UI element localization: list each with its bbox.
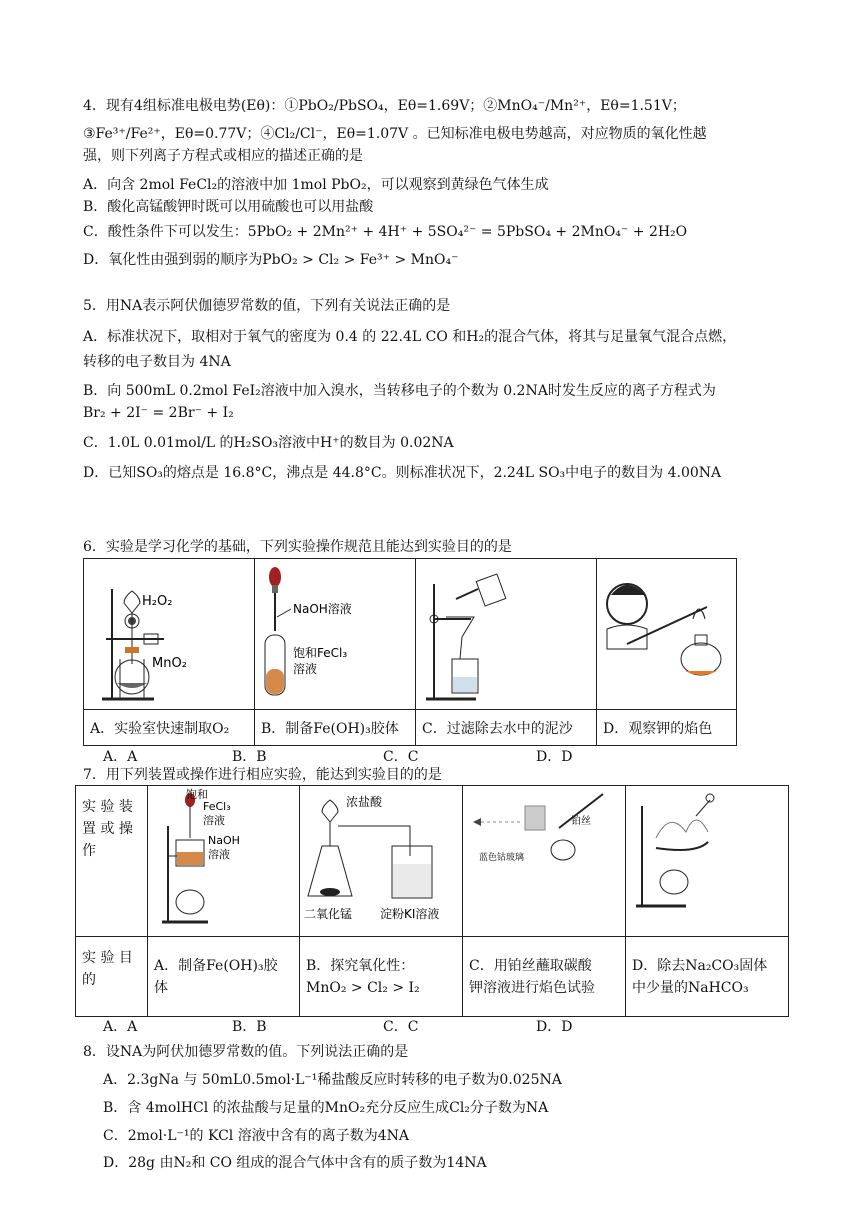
q7-figure-d [626, 786, 789, 937]
q5-option-d: D．已知SO₃的熔点是 16.8°C，沸点是 44.8°C。则标准状况下，2.24L SO₃中电子的数目为 4.00NA [83, 465, 722, 481]
q7a-label-naoh: NaOH [208, 834, 240, 847]
q8-option-d: D．28g 由N₂和 CO 组成的混合气体中含有的质子数为14NA [103, 1155, 487, 1171]
q7-caption-d-line2: 中少量的NaHCO₃ [632, 979, 749, 996]
q7b-label-mno2: 二氧化锰 [304, 907, 353, 921]
q7-answer-d: D．D [536, 1019, 573, 1035]
q7-caption-d [626, 937, 789, 1017]
q7-row1-header-line2: 置 或 操 [82, 821, 133, 837]
q6-figure-d [597, 559, 737, 710]
q7-caption-b [300, 937, 463, 1017]
q5-stem: 5．用NA表示阿伏伽德罗常数的值，下列有关说法正确的是 [83, 298, 451, 314]
flame-test-figure [597, 559, 736, 705]
q4-stem-line1: 4．现有4组标准电极电势(Eθ)：①PbO₂/PbSO₄，Eθ=1.69V；②MnO₄⁻/Mn²⁺，Eθ=1.51V； [83, 98, 686, 114]
q7-caption-a-line1: A．制备Fe(OH)₃胶 [154, 957, 278, 974]
q8-option-c: C．2mol·L⁻¹的 KCl 溶液中含有的离子数为4NA [103, 1128, 409, 1144]
q7-row1-header-line3: 作 [82, 843, 96, 859]
q4-stem-line2: ③Fe³⁺/Fe²⁺，Eθ=0.77V；④Cl₂/Cl⁻，Eθ=1.07V 。已知标准电极电势越高，对应物质的氧化性越 [83, 126, 707, 142]
q6-stem: 6．实验是学习化学的基础，下列实验操作规范且能达到实验目的的是 [83, 539, 512, 555]
q6-caption-c: C．过滤除去水中的泥沙 [416, 710, 597, 746]
q6-figure-a [84, 559, 255, 710]
q6-answer-b: B．B [232, 749, 267, 765]
q7-caption-b-line2: MnO₂ > Cl₂ > I₂ [306, 979, 420, 996]
q7-caption-c-line2: 钾溶液进行焰色试验 [469, 979, 595, 996]
q6-figure-c [416, 559, 597, 710]
q8-option-b: B．含 4molHCl 的浓盐酸与足量的MnO₂充分反应生成Cl₂分子数为NA [103, 1100, 549, 1116]
q7-row1-header-line1: 实 验 装 [82, 799, 133, 815]
q7-heating-figure [626, 786, 788, 932]
mno2-label: MnO₂ [152, 656, 187, 671]
q7c-label-pt-wire: 铂丝 [571, 816, 591, 827]
q7-caption-b-line1: B．探究氧化性： [306, 957, 415, 974]
q6-caption-b: B．制备Fe(OH)₃胶体 [255, 710, 416, 746]
q6-figure-table [83, 558, 737, 746]
q7-row2-header-line1: 实 验 目 [82, 950, 133, 966]
q7-figure-c [463, 786, 626, 937]
q7a-label-saturated: 饱和 [186, 788, 208, 801]
q4-option-b: B．酸化高锰酸钾时既可以用硫酸也可以用盐酸 [83, 199, 374, 215]
q6-answer-d: D．D [536, 749, 573, 765]
q5-option-a-line1: A．标准状况下，取相对于氧气的密度为 0.4 的 22.4L CO 和H₂的混合气体，将其与足量氧气混合点燃， [83, 329, 737, 345]
q7-row2-header-line2: 的 [82, 972, 96, 988]
q5-option-c: C．1.0L 0.01mol/L 的H₂SO₃溶液中H⁺的数目为 0.02NA [83, 435, 454, 451]
q5-option-a-line2: 转移的电子数目为 4NA [83, 354, 231, 370]
q7-row1-header [76, 786, 148, 937]
q6-figure-b [255, 559, 416, 710]
q7-colloid-figure [148, 786, 299, 932]
q7-caption-c-line1: C．用铂丝蘸取碳酸 [469, 957, 592, 974]
q8-stem: 8．设NA为阿伏加德罗常数的值。下列说法正确的是 [83, 1044, 409, 1060]
q7a-label-solution: 溶液 [203, 814, 225, 827]
q7-figure-b [300, 786, 463, 937]
q7c-label-cobalt-glass: 蓝色钴玻璃 [479, 853, 525, 863]
q7-figure-table [75, 785, 789, 1017]
q7-caption-c [463, 937, 626, 1017]
q7-row2-header [76, 937, 148, 1017]
fecl3-label-2: 溶液 [293, 662, 318, 676]
q7a-label-fecl3: FeCl₃ [203, 800, 231, 813]
q7-caption-a [148, 937, 300, 1017]
q7-answer-a: A．A [103, 1019, 138, 1035]
q7a-label-solution2: 溶液 [208, 848, 230, 861]
q7b-label-conc-hcl: 浓盐酸 [346, 795, 383, 809]
q4-option-a: A．向含 2mol FeCl₂的溶液中加 1mol PbO₂，可以观察到黄绿色气体生成 [83, 177, 549, 193]
q4-option-d: D．氧化性由强到弱的顺序为PbO₂ > Cl₂ > Fe³⁺ > MnO₄⁻ [83, 252, 459, 268]
q7-figure-a [148, 786, 300, 937]
q5-option-b-line1: B．向 500mL 0.2mol FeI₂溶液中加入溴水，当转移电子的个数为 0.2NA时发生反应的离子方程式为 [83, 383, 716, 399]
q4-stem-line3: 强，则下列离子方程式或相应的描述正确的是 [83, 148, 363, 164]
fe-oh3-colloid-figure [255, 559, 415, 705]
q7b-label-starch-ki: 淀粉KI溶液 [380, 907, 440, 921]
h2o2-label: H₂O₂ [142, 594, 173, 609]
q6-answer-a: A．A [103, 749, 138, 765]
q7-flame-test-figure [463, 786, 625, 932]
q4-option-c: C．酸性条件下可以发生：5PbO₂ + 2Mn²⁺ + 4H⁺ + 5SO₄²⁻ = 5PbSO₄ + 2MnO₄⁻ + 2H₂O [83, 224, 688, 240]
q7-caption-d-line1: D．除去Na₂CO₃固体 [632, 957, 768, 974]
q7-stem: 7．用下列装置或操作进行相应实验，能达到实验目的的是 [83, 767, 442, 783]
q7-chlorine-figure [300, 786, 462, 932]
q5-option-b-line2: Br₂ + 2I⁻ = 2Br⁻ + I₂ [83, 405, 234, 421]
q8-option-a: A．2.3gNa 与 50mL0.5mol·L⁻¹稀盐酸反应时转移的电子数为0.025NA [103, 1072, 562, 1088]
q7-caption-a-line2: 体 [154, 979, 168, 996]
filtration-figure [416, 559, 596, 705]
q7-answer-c: C．C [383, 1019, 419, 1035]
fecl3-label-1: 饱和FeCl₃ [293, 646, 348, 660]
q7-answer-b: B．B [232, 1019, 267, 1035]
q6-caption-d: D．观察钾的焰色 [597, 710, 737, 746]
o2-generator-figure [84, 559, 254, 705]
naoh-label: NaOH溶液 [293, 602, 352, 616]
q6-caption-a: A．实验室快速制取O₂ [84, 710, 255, 746]
q6-answer-c: C．C [383, 749, 419, 765]
